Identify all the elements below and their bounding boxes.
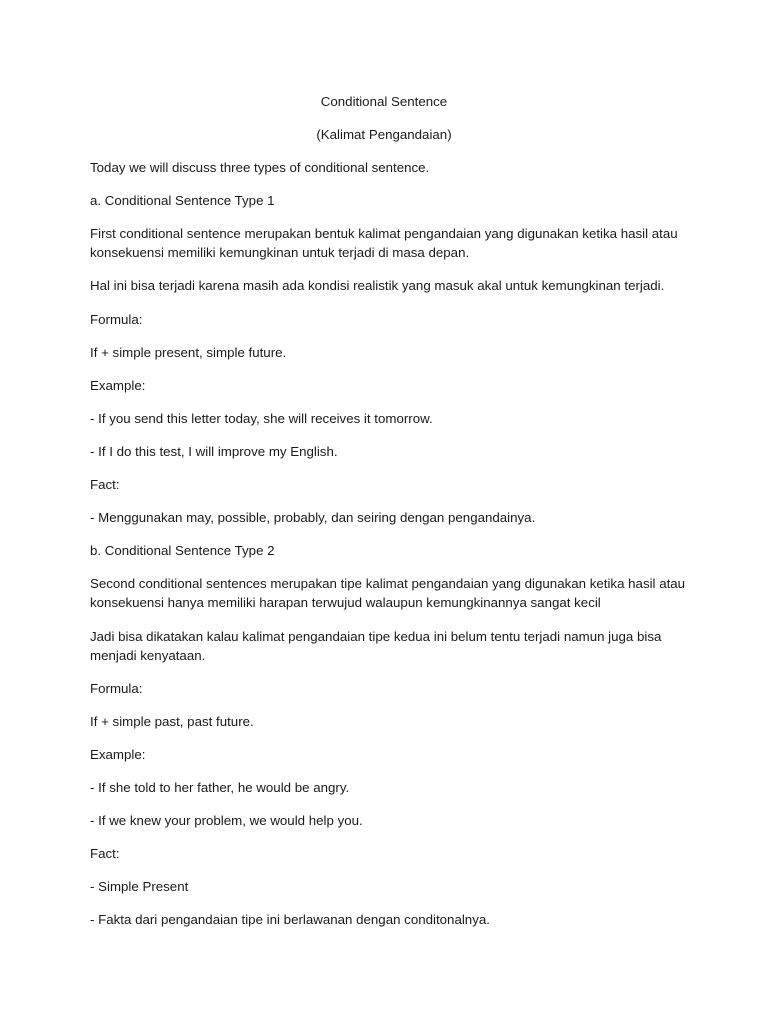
type2-note-line2: menjadi kenyataan. [90,648,206,663]
type1-fact-1: - Menggunakan may, possible, probably, dan seiring dengan pengandainya. [90,510,536,525]
type1-fact-label: Fact: [90,477,120,492]
type1-description-line2: konsekuensi memiliki kemungkinan untuk terjadi di masa depan. [90,245,470,260]
type1-example-label: Example: [90,378,146,393]
intro-paragraph: Today we will discuss three types of conditional sentence. [90,160,430,175]
type1-formula: If + simple present, simple future. [90,345,287,360]
type2-formula-label: Formula: [90,681,143,696]
type2-formula: If + simple past, past future. [90,714,254,729]
type2-description-line2: konsekuensi hanya memiliki harapan terwujud walaupun kemungkinannya sangat kecil [90,595,601,610]
type2-fact-2: - Fakta dari pengandaian tipe ini berlawanan dengan conditonalnya. [90,912,490,927]
type2-example-label: Example: [90,747,146,762]
type1-heading: a. Conditional Sentence Type 1 [90,193,275,208]
document-title: Conditional Sentence [320,94,448,109]
type2-fact-1: - Simple Present [90,879,189,894]
type2-example-1: - If she told to her father, he would be angry. [90,780,350,795]
type2-note-line1: Jadi bisa dikatakan kalau kalimat pengandaian tipe kedua ini belum tentu terjadi namun juga bisa [90,629,662,644]
document-subtitle: (Kalimat Pengandaian) [316,127,452,142]
type2-heading: b. Conditional Sentence Type 2 [90,543,275,558]
type2-description-line1: Second conditional sentences merupakan tipe kalimat pengandaian yang digunakan ketika hasil atau [90,576,686,591]
type1-example-2: - If I do this test, I will improve my English. [90,444,338,459]
type1-note: Hal ini bisa terjadi karena masih ada kondisi realistik yang masuk akal untuk kemungkinan terjadi. [90,278,665,293]
type2-fact-label: Fact: [90,846,120,861]
type1-example-1: - If you send this letter today, she will receives it tomorrow. [90,411,433,426]
type2-example-2: - If we knew your problem, we would help you. [90,813,363,828]
type1-description-line1: First conditional sentence merupakan bentuk kalimat pengandaian yang digunakan ketika hasil atau [90,226,678,241]
type1-formula-label: Formula: [90,312,143,327]
